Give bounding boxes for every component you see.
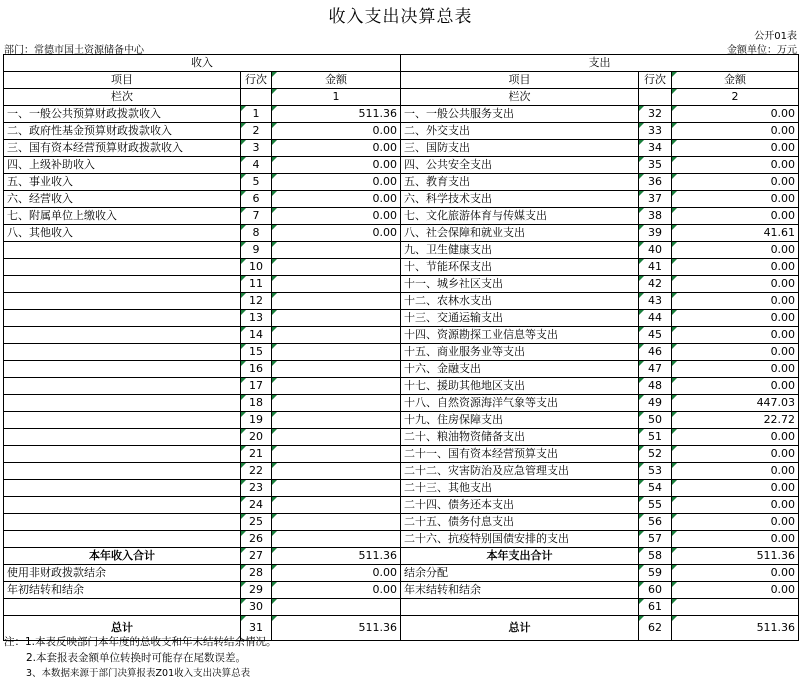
- income-line-cell: 13: [241, 310, 272, 327]
- income-line-cell: 28: [241, 565, 272, 582]
- expense-item-cell: 九、卫生健康支出: [401, 242, 639, 259]
- expense-amount-cell: 0.00: [672, 276, 799, 293]
- income-line-cell: 2: [241, 123, 272, 140]
- income-item-cell: [4, 514, 241, 531]
- expense-line-cell: 62: [639, 616, 672, 641]
- expense-amount-cell: 0.00: [672, 242, 799, 259]
- expense-line-cell: 48: [639, 378, 672, 395]
- expense-amount-cell: 0.00: [672, 497, 799, 514]
- expense-item-cell: 八、社会保障和就业支出: [401, 225, 639, 242]
- expense-line-cell: 53: [639, 463, 672, 480]
- income-line-cell: 16: [241, 361, 272, 378]
- expense-line-cell: 54: [639, 480, 672, 497]
- table-row: [4, 140, 799, 157]
- expense-amount-cell: 0.00: [672, 531, 799, 548]
- table-row: [4, 361, 799, 378]
- expense-amount-cell: 0.00: [672, 123, 799, 140]
- expense-line-cell: 42: [639, 276, 672, 293]
- expense-item-cell: 十八、自然资源海洋气象等支出: [401, 395, 639, 412]
- expense-amount-cell: 0.00: [672, 174, 799, 191]
- expense-line-cell: 55: [639, 497, 672, 514]
- income-amount-cell: [272, 361, 401, 378]
- expense-item-cell: 二十五、债务付息支出: [401, 514, 639, 531]
- income-line-cell: 29: [241, 582, 272, 599]
- income-line-cell: 24: [241, 497, 272, 514]
- expense-line-cell: 46: [639, 344, 672, 361]
- income-line-cell: 12: [241, 293, 272, 310]
- income-amount-cell: [272, 310, 401, 327]
- income-item-header: 项目: [4, 72, 241, 89]
- table-row: [4, 259, 799, 276]
- expense-line-cell: 43: [639, 293, 672, 310]
- table-row: [4, 548, 799, 565]
- income-line-cell: 11: [241, 276, 272, 293]
- income-item-cell: [4, 276, 241, 293]
- expense-line-cell: 52: [639, 446, 672, 463]
- expense-amount-cell: 0.00: [672, 463, 799, 480]
- expense-item-header: 项目: [401, 72, 639, 89]
- expense-item-cell: 二十六、抗疫特别国债安排的支出: [401, 531, 639, 548]
- income-line-cell: 7: [241, 208, 272, 225]
- income-item-cell: [4, 293, 241, 310]
- expense-item-cell: 一、一般公共服务支出: [401, 106, 639, 123]
- income-item-cell: 使用非财政拨款结余: [4, 565, 241, 582]
- expense-amount-cell: 0.00: [672, 565, 799, 582]
- income-line-cell: 6: [241, 191, 272, 208]
- expense-item-cell: [401, 599, 639, 616]
- expense-item-cell: 十七、援助其他地区支出: [401, 378, 639, 395]
- expense-item-cell: 本年支出合计: [401, 548, 639, 565]
- table-row: [4, 531, 799, 548]
- note-3: 3、本数据来源于部门决算报表Z01收入支出决算总表: [26, 668, 251, 679]
- table-row: [4, 174, 799, 191]
- income-item-cell: 本年收入合计: [4, 548, 241, 565]
- expense-amount-cell: 22.72: [672, 412, 799, 429]
- expense-amount-cell: 0.00: [672, 310, 799, 327]
- income-line-cell: 1: [241, 106, 272, 123]
- income-item-cell: 总计: [4, 616, 241, 641]
- income-amount-cell: [272, 344, 401, 361]
- income-amount-cell: [272, 497, 401, 514]
- expense-item-cell: 六、科学技术支出: [401, 191, 639, 208]
- income-amount-cell: [272, 412, 401, 429]
- expense-amount-cell: 0.00: [672, 106, 799, 123]
- expense-line-cell: 37: [639, 191, 672, 208]
- expense-item-cell: 十二、农林水支出: [401, 293, 639, 310]
- expense-amount-cell: 0.00: [672, 446, 799, 463]
- income-item-cell: 三、国有资本经营预算财政拨款收入: [4, 140, 241, 157]
- income-item-cell: [4, 429, 241, 446]
- table-row: [4, 514, 799, 531]
- note-1: 注：1.本表反映部门本年度的总收支和年末结转结余情况。: [4, 636, 277, 648]
- income-column-blank: [241, 89, 272, 106]
- income-column-label: 栏次: [4, 89, 241, 106]
- income-amount-cell: 0.00: [272, 582, 401, 599]
- table-row: [4, 395, 799, 412]
- expense-amount-cell: 0.00: [672, 344, 799, 361]
- expense-line-cell: 47: [639, 361, 672, 378]
- expense-amount-cell: 511.36: [672, 548, 799, 565]
- expense-item-cell: 十六、金融支出: [401, 361, 639, 378]
- expense-item-cell: 二十三、其他支出: [401, 480, 639, 497]
- expense-item-cell: 结余分配: [401, 565, 639, 582]
- table-row: [4, 565, 799, 582]
- table-row: [4, 191, 799, 208]
- expense-amount-cell: 0.00: [672, 514, 799, 531]
- expense-item-cell: 十四、资源勘探工业信息等支出: [401, 327, 639, 344]
- expense-item-cell: 四、公共安全支出: [401, 157, 639, 174]
- income-line-cell: 3: [241, 140, 272, 157]
- expense-amount-cell: 0.00: [672, 429, 799, 446]
- income-item-cell: 一、一般公共预算财政拨款收入: [4, 106, 241, 123]
- income-amount-cell: 0.00: [272, 157, 401, 174]
- income-line-header: 行次: [241, 72, 272, 89]
- expense-line-header: 行次: [639, 72, 672, 89]
- income-item-cell: 五、事业收入: [4, 174, 241, 191]
- table-row: [4, 412, 799, 429]
- income-amount-cell: 0.00: [272, 565, 401, 582]
- expense-header: 支出: [401, 55, 799, 72]
- income-amount-cell: [272, 327, 401, 344]
- unit-label: 金额单位：万元: [727, 45, 797, 56]
- expense-line-cell: 61: [639, 599, 672, 616]
- income-amount-cell: [272, 293, 401, 310]
- expense-line-cell: 60: [639, 582, 672, 599]
- income-item-cell: [4, 259, 241, 276]
- income-item-cell: [4, 327, 241, 344]
- income-line-cell: 17: [241, 378, 272, 395]
- expense-line-cell: 59: [639, 565, 672, 582]
- income-amount-cell: [272, 514, 401, 531]
- income-amount-cell: [272, 463, 401, 480]
- income-line-cell: 15: [241, 344, 272, 361]
- income-amount-cell: 511.36: [272, 106, 401, 123]
- income-amount-cell: [272, 599, 401, 616]
- expense-item-cell: 十、节能环保支出: [401, 259, 639, 276]
- income-item-cell: 四、上级补助收入: [4, 157, 241, 174]
- income-amount-cell: 0.00: [272, 140, 401, 157]
- expense-line-cell: 57: [639, 531, 672, 548]
- income-item-cell: [4, 599, 241, 616]
- expense-line-cell: 51: [639, 429, 672, 446]
- expense-amount-cell: 41.61: [672, 225, 799, 242]
- table-row: [4, 480, 799, 497]
- income-line-cell: 23: [241, 480, 272, 497]
- income-item-cell: [4, 412, 241, 429]
- expense-item-cell: 二十一、国有资本经营预算支出: [401, 446, 639, 463]
- income-line-cell: 5: [241, 174, 272, 191]
- income-item-cell: [4, 497, 241, 514]
- income-item-cell: [4, 344, 241, 361]
- table-row: [4, 157, 799, 174]
- expense-amount-cell: [672, 599, 799, 616]
- expense-line-cell: 50: [639, 412, 672, 429]
- income-item-cell: 二、政府性基金预算财政拨款收入: [4, 123, 241, 140]
- summary-table: [3, 54, 799, 641]
- expense-line-cell: 40: [639, 242, 672, 259]
- expense-item-cell: 二、外交支出: [401, 123, 639, 140]
- table-row: [4, 276, 799, 293]
- income-amount-cell: 0.00: [272, 208, 401, 225]
- expense-amount-cell: 0.00: [672, 361, 799, 378]
- income-line-cell: 18: [241, 395, 272, 412]
- expense-column-blank: [639, 89, 672, 106]
- table-row: [4, 582, 799, 599]
- income-line-cell: 20: [241, 429, 272, 446]
- income-amount-cell: [272, 395, 401, 412]
- income-amount-cell: 0.00: [272, 174, 401, 191]
- expense-line-cell: 58: [639, 548, 672, 565]
- expense-line-cell: 41: [639, 259, 672, 276]
- income-line-cell: 26: [241, 531, 272, 548]
- expense-amount-cell: 0.00: [672, 582, 799, 599]
- income-line-cell: 9: [241, 242, 272, 259]
- note-2: 2.本套报表金额单位转换时可能存在尾数误差。: [26, 652, 247, 664]
- income-amount-cell: 511.36: [272, 548, 401, 565]
- income-item-cell: [4, 361, 241, 378]
- expense-amount-cell: 0.00: [672, 191, 799, 208]
- income-amount-cell: [272, 378, 401, 395]
- income-line-cell: 31: [241, 616, 272, 641]
- table-row: [4, 497, 799, 514]
- income-item-cell: [4, 378, 241, 395]
- income-line-cell: 22: [241, 463, 272, 480]
- income-item-cell: 七、附属单位上缴收入: [4, 208, 241, 225]
- expense-line-cell: 44: [639, 310, 672, 327]
- expense-item-cell: 七、文化旅游体育与传媒支出: [401, 208, 639, 225]
- income-line-cell: 19: [241, 412, 272, 429]
- expense-amount-header: 金额: [672, 72, 799, 89]
- expense-line-cell: 36: [639, 174, 672, 191]
- expense-line-cell: 33: [639, 123, 672, 140]
- expense-item-cell: 十一、城乡社区支出: [401, 276, 639, 293]
- expense-amount-cell: 0.00: [672, 378, 799, 395]
- expense-line-cell: 39: [639, 225, 672, 242]
- income-line-cell: 27: [241, 548, 272, 565]
- table-row: [4, 599, 799, 616]
- income-item-cell: [4, 463, 241, 480]
- income-amount-cell: 0.00: [272, 191, 401, 208]
- expense-line-cell: 35: [639, 157, 672, 174]
- expense-amount-cell: 447.03: [672, 395, 799, 412]
- expense-line-cell: 38: [639, 208, 672, 225]
- income-item-cell: [4, 480, 241, 497]
- income-line-cell: 4: [241, 157, 272, 174]
- expense-item-cell: 二十二、灾害防治及应急管理支出: [401, 463, 639, 480]
- income-line-cell: 8: [241, 225, 272, 242]
- expense-amount-cell: 0.00: [672, 157, 799, 174]
- expense-amount-cell: 0.00: [672, 480, 799, 497]
- income-amount-cell: [272, 429, 401, 446]
- expense-amount-cell: 511.36: [672, 616, 799, 641]
- table-row: [4, 293, 799, 310]
- income-item-cell: 六、经营收入: [4, 191, 241, 208]
- income-line-cell: 30: [241, 599, 272, 616]
- income-amount-cell: [272, 446, 401, 463]
- form-code: 公开01表: [754, 31, 797, 42]
- table-row: [4, 225, 799, 242]
- income-line-cell: 14: [241, 327, 272, 344]
- income-item-cell: [4, 531, 241, 548]
- table-row: [4, 429, 799, 446]
- table-row: [4, 344, 799, 361]
- income-column-number: 1: [272, 89, 401, 106]
- expense-column-number: 2: [672, 89, 799, 106]
- expense-item-cell: 十九、住房保障支出: [401, 412, 639, 429]
- expense-line-cell: 45: [639, 327, 672, 344]
- expense-item-cell: 二十四、债务还本支出: [401, 497, 639, 514]
- table-row: [4, 327, 799, 344]
- income-amount-cell: [272, 276, 401, 293]
- expense-amount-cell: 0.00: [672, 327, 799, 344]
- department-label: 部门：常德市国土资源储备中心: [4, 45, 144, 56]
- expense-amount-cell: 0.00: [672, 208, 799, 225]
- expense-line-cell: 34: [639, 140, 672, 157]
- income-line-cell: 25: [241, 514, 272, 531]
- expense-item-cell: 二十、粮油物资储备支出: [401, 429, 639, 446]
- expense-item-cell: 十五、商业服务业等支出: [401, 344, 639, 361]
- income-amount-cell: 0.00: [272, 225, 401, 242]
- expense-amount-cell: 0.00: [672, 140, 799, 157]
- table-row: [4, 463, 799, 480]
- table-row: [4, 242, 799, 259]
- report-title: 收入支出决算总表: [328, 7, 473, 27]
- income-item-cell: [4, 242, 241, 259]
- expense-column-label: 栏次: [401, 89, 639, 106]
- income-amount-cell: [272, 480, 401, 497]
- table-row: [4, 123, 799, 140]
- table-row: [4, 446, 799, 463]
- table-row: [4, 208, 799, 225]
- expense-item-cell: 十三、交通运输支出: [401, 310, 639, 327]
- expense-item-cell: 三、国防支出: [401, 140, 639, 157]
- income-amount-cell: [272, 242, 401, 259]
- income-amount-cell: [272, 259, 401, 276]
- footnotes: [4, 634, 277, 682]
- table-row: [4, 106, 799, 123]
- table-row: [4, 310, 799, 327]
- income-amount-cell: 511.36: [272, 616, 401, 641]
- income-item-cell: 八、其他收入: [4, 225, 241, 242]
- expense-line-cell: 49: [639, 395, 672, 412]
- table-row: [4, 378, 799, 395]
- expense-item-cell: 年末结转和结余: [401, 582, 639, 599]
- expense-item-cell: 五、教育支出: [401, 174, 639, 191]
- income-amount-header: 金额: [272, 72, 401, 89]
- income-line-cell: 10: [241, 259, 272, 276]
- income-item-cell: [4, 395, 241, 412]
- income-header: 收入: [4, 55, 401, 72]
- income-amount-cell: 0.00: [272, 123, 401, 140]
- expense-line-cell: 56: [639, 514, 672, 531]
- income-item-cell: 年初结转和结余: [4, 582, 241, 599]
- income-item-cell: [4, 446, 241, 463]
- expense-item-cell: 总计: [401, 616, 639, 641]
- expense-amount-cell: 0.00: [672, 293, 799, 310]
- expense-line-cell: 32: [639, 106, 672, 123]
- income-line-cell: 21: [241, 446, 272, 463]
- income-amount-cell: [272, 531, 401, 548]
- expense-amount-cell: 0.00: [672, 259, 799, 276]
- income-item-cell: [4, 310, 241, 327]
